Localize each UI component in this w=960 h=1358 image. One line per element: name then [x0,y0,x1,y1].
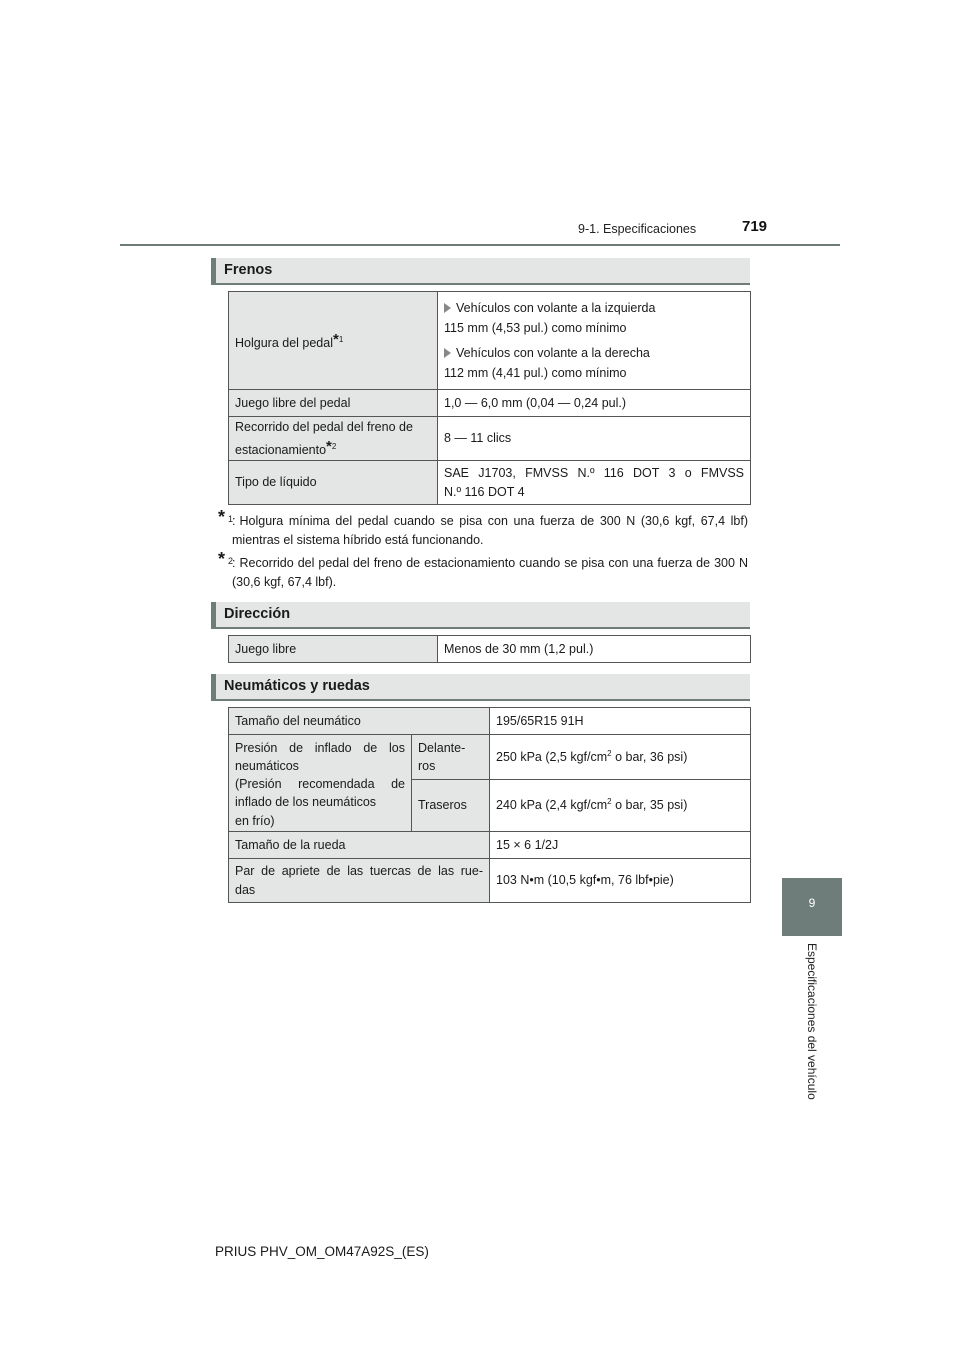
presion-label-line4: inflado de los neumáticos [235,795,377,810]
delanteros-label-line1: Delante- [418,740,466,755]
arrow-right-icon [444,348,451,358]
table-row [229,636,751,663]
footnote-number: 2 [228,556,234,566]
table-row [229,390,751,417]
footnote-ref: 1 [338,334,344,344]
table-row [229,708,751,735]
delanteros-label-line2: ros [418,759,436,773]
holgura-left-title: Vehículos con volante a la izquierda [456,301,656,316]
heading-frenos [211,258,750,285]
juego-label: Juego libre del pedal [229,390,438,417]
chapter-tab [782,878,842,936]
holgura-right-value: 112 mm (4,41 pul.) como mínimo [444,365,627,380]
table-row [229,735,751,780]
holgura-left-value: 115 mm (4,53 pul.) como mínimo [444,321,627,336]
footnote-star-icon: * [218,549,226,569]
arrow-right-icon [444,303,451,313]
table-row [229,832,751,859]
footnote-star-icon: * [218,507,226,527]
liquido-value-line2: N.º 116 DOT 4 [444,484,525,499]
table-row [229,859,751,903]
section-title: 9-1. Especificaciones [578,222,697,236]
footnote-2: * 2 : Recorrido del pedal del freno de estacionamiento cuando se pisa con una fuerza de 300 N (30,6 kgf, 67,4 lbf). [218,549,748,589]
tamano-neumatico-label: Tamaño del neumático [229,708,490,735]
recorrido-value: 8 — 11 clics [438,417,751,461]
footnote-ref: 2 [331,441,337,451]
par-value: 103 N•m (10,5 kgf•m, 76 lbf•pie) [490,859,751,903]
traseros-value-suffix: o bar, 35 psi) [611,798,688,813]
header-rule [120,244,840,246]
direccion-juego-label: Juego libre [229,636,438,663]
traseros-value: 240 kPa (2,4 kgf/cm [496,798,608,813]
table-frenos [228,291,751,505]
traseros-label: Traseros [412,780,490,832]
table-neumaticos [228,707,751,903]
presion-label-line5: en frío) [235,813,275,828]
tamano-rueda-value: 15 × 6 1/2J [490,832,751,859]
direccion-juego-value: Menos de 30 mm (1,2 pul.) [438,636,751,663]
cell-value [490,735,751,780]
heading-neumaticos [211,674,750,701]
cell-label [229,859,490,903]
table-row [229,417,751,461]
holgura-label: Holgura del pedal [235,335,333,350]
footnote-star-icon: * [333,330,339,348]
cell-label [229,735,412,832]
presion-label-line3: (Presión recomendada de [235,777,405,792]
table-direccion [228,635,751,663]
cell-label [229,292,438,390]
superscript: 2 [607,797,612,807]
par-label-line2: das [235,882,256,897]
document-code: PRIUS PHV_OM_OM47A92S_(ES) [215,1244,429,1259]
footnote-1: * 1 : Holgura mínima del pedal cuando se pisa con una fuerza de 300 N (30,6 kgf, 67,4 lbf) mientras el sistema híbrido está funcionando. [218,507,748,547]
juego-value: 1,0 — 6,0 mm (0,04 — 0,24 pul.) [438,390,751,417]
cell-value [438,292,751,390]
heading-neumaticos-text: Neumáticos y ruedas [224,678,370,694]
heading-direccion [211,602,750,629]
chapter-number: 9 [808,896,816,910]
recorrido-label-line2: estacionamiento [235,443,327,457]
footnote-text: Recorrido del pedal del freno de estacionamiento cuando se pisa con una fuerza de 300 N (30,6 kgf, 67,4 lbf). [232,556,748,589]
cell-value [490,780,751,832]
delanteros-value-suffix: o bar, 36 psi) [611,750,688,765]
par-label-line1: Par de apriete de las tuercas de las rue- [235,864,483,879]
heading-frenos-text: Frenos [224,262,273,278]
presion-label-line1: Presión de inflado de los [235,741,405,755]
tamano-rueda-label: Tamaño de la rueda [229,832,490,859]
liquido-label: Tipo de líquido [229,461,438,505]
table-row [229,461,751,505]
recorrido-label-line1: Recorrido del pedal del freno de [235,419,413,434]
heading-direccion-text: Dirección [224,606,291,622]
footnote-number: 1 [228,514,234,524]
liquido-value-line1: SAE J1703, FMVSS N.º 116 DOT 3 o FMVSS [444,466,744,481]
cell-label [412,735,490,780]
tamano-neumatico-value: 195/65R15 91H [490,708,751,735]
table-row [229,292,751,390]
page-number: 719 [742,218,768,235]
delanteros-value: 250 kPa (2,5 kgf/cm [496,750,608,765]
footnote-text: Holgura mínima del pedal cuando se pisa con una fuerza de 300 N (30,6 kgf, 67,4 lbf) mientras el sistema híbrido está funcionando. [232,514,748,547]
cell-label [229,417,438,461]
chapter-label: Especificaciones del vehículo [805,943,819,1100]
cell-value [438,461,751,505]
holgura-right-title: Vehículos con volante a la derecha [456,345,650,360]
footnote-star-icon: * [326,438,332,455]
presion-label-line2: neumáticos [235,759,299,774]
superscript: 2 [607,748,612,758]
